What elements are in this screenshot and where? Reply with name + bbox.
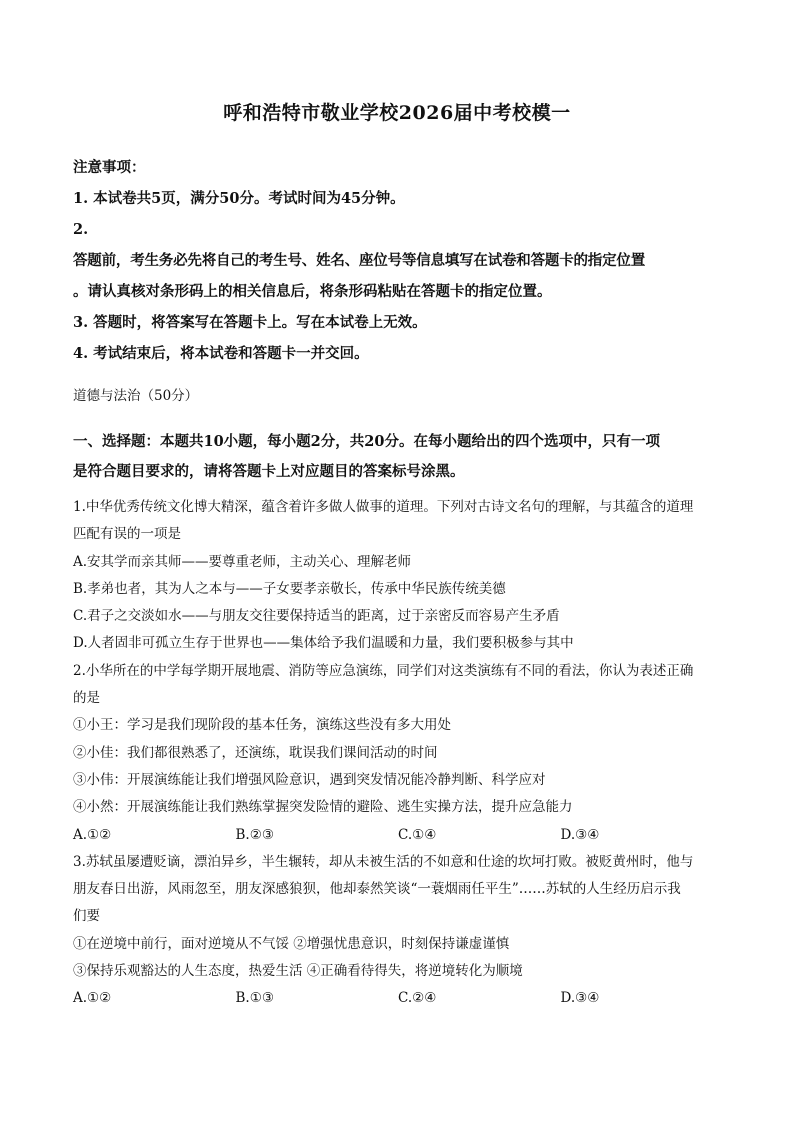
question-1-stem: 匹配有误的一项是: [73, 526, 181, 543]
question-1-choice-b: B.孝弟也者，其为人之本与——子女要孝亲敬长，传承中华民族传统美德: [73, 580, 506, 597]
section-line: 一、选择题：本题共10小题，每小题2分，共20分。在每小题给出的四个选项中，只有一项: [73, 433, 660, 450]
option-b: B.②③: [235, 826, 274, 843]
question-1-stem: 1.中华优秀传统文化博大精深，蕴含着许多做人做事的道理。下列对古诗文名句的理解，与其蕴含的道理: [73, 499, 694, 515]
subject-heading: 道德与法治（50分）: [73, 388, 199, 404]
question-3-statement: ①在逆境中前行，面对逆境从不气馁 ②增强忧患意识，时刻保持谦虚谨慎: [73, 935, 510, 952]
option-c: C.①④: [398, 826, 437, 843]
question-2-stem: 2.小华所在的中学每学期开展地震、消防等应急演练，同学们对这类演练有不同的看法，你认为表述正确: [73, 662, 694, 679]
question-3-options: [73, 985, 723, 1012]
notes-heading: 注意事项：: [73, 159, 146, 176]
question-list: [73, 494, 723, 1013]
option-a: A.①②: [73, 826, 112, 843]
question-1-choice-c: C.君子之交淡如水——与朋友交往要保持适当的距离，过于亲密反而容易产生矛盾: [73, 608, 560, 625]
question-2-statement: ④小然：开展演练能让我们熟练掌握突发险情的避险、逃生实操方法，提升应急能力: [73, 799, 573, 816]
question-2-options: [73, 822, 723, 849]
question-1-choice-a: A.安其学而亲其师——要尊重老师，主动关心、理解老师: [73, 553, 412, 570]
option-d: D.③④: [560, 990, 600, 1007]
note-line: 。请认真核对条形码上的相关信息后，将条形码粘贴在答题卡的指定位置。: [73, 283, 552, 300]
note-line: 3. 答题时，将答案写在答题卡上。写在本试卷上无效。: [73, 314, 427, 331]
option-a: A.①②: [73, 990, 112, 1007]
question-2-stem: 的是: [73, 690, 100, 707]
notes-block: [73, 152, 723, 369]
note-line: 1. 本试卷共5页，满分50分。考试时间为45分钟。: [73, 190, 405, 207]
option-b: B.①③: [235, 990, 274, 1007]
option-d: D.③④: [560, 826, 600, 843]
exam-title: 呼和浩特市敬业学校2026届中考校模一: [223, 102, 571, 124]
question-3-stem: 们要: [73, 908, 100, 925]
question-3-statement: ③保持乐观豁达的人生态度，热爱生活 ④正确看待得失，将逆境转化为顺境: [73, 963, 523, 980]
note-line: 答题前，考生务必先将自己的考生号、姓名、座位号等信息填写在试卷和答题卡的指定位置: [73, 252, 645, 269]
section-line: 是符合题目要求的，请将答题卡上对应题目的答案标号涂黑。: [73, 463, 465, 480]
question-1-choice-d: D.人者固非可孤立生存于世界也——集体给予我们温暖和力量，我们要积极参与其中: [73, 635, 574, 652]
question-3-stem: 3.苏轼虽屡遭贬谪，漂泊异乡，半生辗转，却从未被生活的不如意和仕途的坎坷打败。被贬黄州时，他与: [73, 853, 694, 870]
question-3-stem: 朋友春日出游，风雨忽至，朋友深感狼狈，他却泰然笑谈“一蓑烟雨任平生”……苏轼的人生经历启示我: [73, 881, 681, 898]
note-line: 4. 考试结束后，将本试卷和答题卡一并交回。: [73, 345, 369, 362]
question-2-statement: ②小佳：我们都很熟悉了，还演练，耽误我们课间活动的时间: [73, 744, 438, 761]
question-2-statement: ③小伟：开展演练能让我们增强风险意识，遇到突发情况能冷静判断、科学应对: [73, 771, 546, 788]
section-instructions: [73, 427, 723, 487]
question-2-statement: ①小王：学习是我们现阶段的基本任务，演练这些没有多大用处: [73, 717, 451, 734]
option-c: C.②④: [398, 990, 437, 1007]
note-line: 2.: [73, 221, 89, 238]
